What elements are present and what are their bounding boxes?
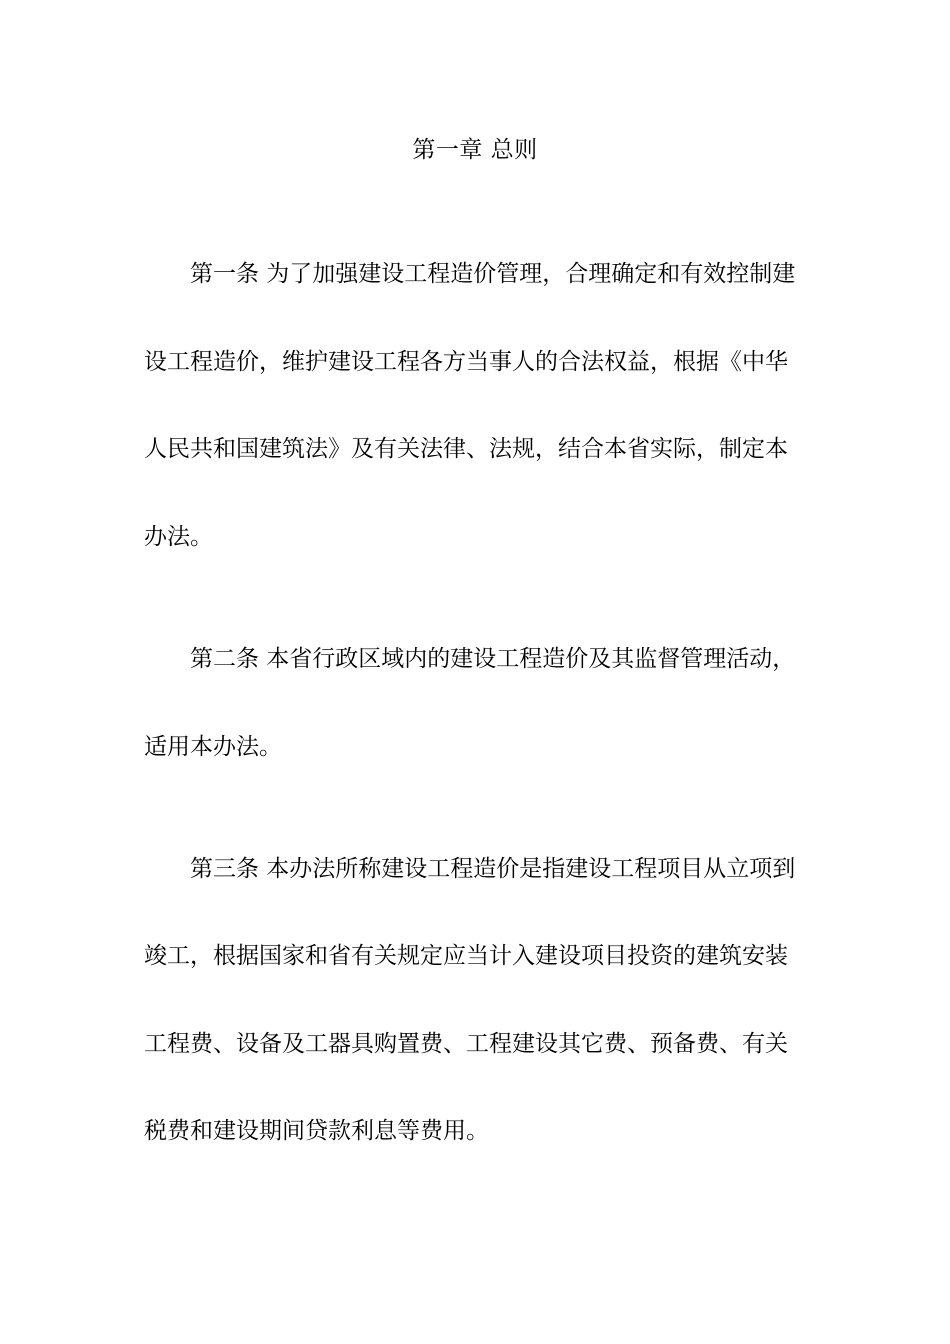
article-1-line-2: 设工程造价，维护建设工程各方当事人的合法权益，根据《中华	[144, 349, 788, 375]
chapter-title: 第一章 总则	[412, 137, 538, 163]
article-1-line-3: 人民共和国建筑法》及有关法律、法规，结合本省实际，制定本	[144, 436, 788, 462]
article-1-line-1: 第一条 为了加强建设工程造价管理，合理确定和有效控制建	[190, 261, 796, 287]
article-2-line-2: 适用本办法。	[144, 734, 282, 760]
article-2-line-1: 第二条 本省行政区域内的建设工程造价及其监督管理活动，	[190, 646, 796, 672]
article-3-line-1: 第三条 本办法所称建设工程造价是指建设工程项目从立项到	[190, 856, 796, 882]
article-1-line-4: 办法。	[144, 524, 213, 550]
article-3-line-3: 工程费、设备及工器具购置费、工程建设其它费、预备费、有关	[144, 1031, 788, 1057]
article-3-line-4: 税费和建设期间贷款利息等费用。	[144, 1118, 489, 1144]
article-3-line-2: 竣工，根据国家和省有关规定应当计入建设项目投资的建筑安装	[144, 943, 788, 969]
